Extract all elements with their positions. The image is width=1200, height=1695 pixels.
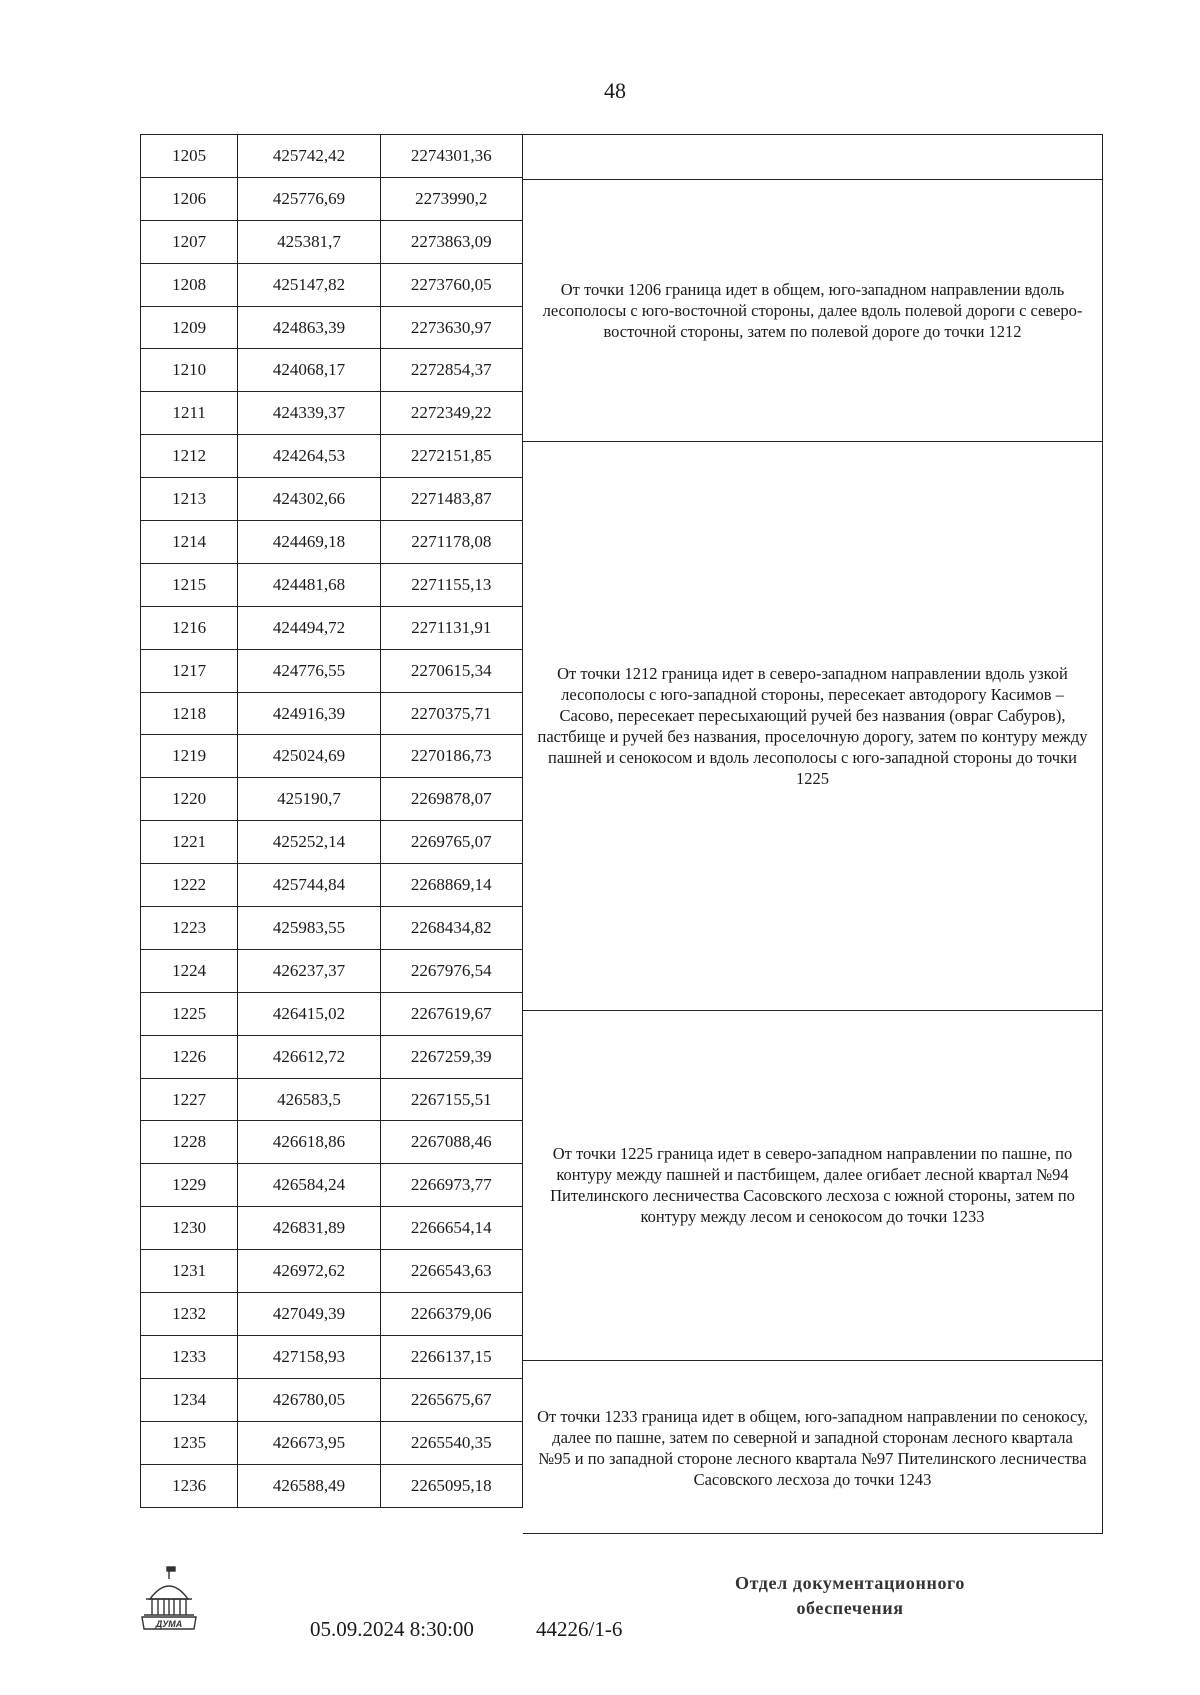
point-number-cell: 1210 [141,349,238,392]
x-coordinate-cell: 424494,72 [238,606,380,649]
x-coordinate-cell: 424264,53 [238,435,380,478]
point-number-cell: 1215 [141,563,238,606]
footer-doc-number: 44226/1-6 [536,1617,623,1641]
description-divider [523,441,1102,442]
x-coordinate-cell: 425983,55 [238,907,380,950]
duma-logo-text: ДУМА [155,1619,183,1629]
point-number-cell: 1223 [141,907,238,950]
point-number-cell: 1206 [141,177,238,220]
y-coordinate-cell: 2269878,07 [380,778,522,821]
y-coordinate-cell: 2266379,06 [380,1293,522,1336]
x-coordinate-cell: 426780,05 [238,1378,380,1421]
point-number-cell: 1208 [141,263,238,306]
point-number-cell: 1234 [141,1378,238,1421]
y-coordinate-cell: 2272349,22 [380,392,522,435]
y-coordinate-cell: 2271178,08 [380,521,522,564]
y-coordinate-cell: 2272151,85 [380,435,522,478]
footer-department [700,1571,1000,1621]
y-coordinate-cell: 2267155,51 [380,1078,522,1121]
y-coordinate-cell: 2267976,54 [380,949,522,992]
table-row [141,1378,523,1421]
table-row [141,864,523,907]
table-row [141,1464,523,1507]
boundary-table [140,134,1104,1534]
point-number-cell: 1220 [141,778,238,821]
y-coordinate-cell: 2272854,37 [380,349,522,392]
y-coordinate-cell: 2266973,77 [380,1164,522,1207]
point-number-cell: 1231 [141,1250,238,1293]
y-coordinate-cell: 2268434,82 [380,907,522,950]
x-coordinate-cell: 425252,14 [238,821,380,864]
y-coordinate-cell: 2273990,2 [380,177,522,220]
y-coordinate-cell: 2268869,14 [380,864,522,907]
point-number-cell: 1227 [141,1078,238,1121]
table-row [141,135,523,178]
boundary-description [523,135,1102,179]
x-coordinate-cell: 427049,39 [238,1293,380,1336]
table-row [141,349,523,392]
y-coordinate-cell: 2271155,13 [380,563,522,606]
table-row [141,992,523,1035]
x-coordinate-cell: 424776,55 [238,649,380,692]
x-coordinate-cell: 425742,42 [238,135,380,178]
table-row [141,1164,523,1207]
x-coordinate-cell: 425744,84 [238,864,380,907]
table-row [141,821,523,864]
point-number-cell: 1219 [141,735,238,778]
point-number-cell: 1235 [141,1421,238,1464]
x-coordinate-cell: 426673,95 [238,1421,380,1464]
table-row [141,521,523,564]
point-number-cell: 1228 [141,1121,238,1164]
y-coordinate-cell: 2267088,46 [380,1121,522,1164]
coordinates-table [140,134,523,1508]
point-number-cell: 1230 [141,1207,238,1250]
table-row [141,1250,523,1293]
table-row [141,735,523,778]
table-row [141,220,523,263]
description-divider [523,1360,1102,1361]
table-row [141,649,523,692]
x-coordinate-cell: 425776,69 [238,177,380,220]
y-coordinate-cell: 2270375,71 [380,692,522,735]
y-coordinate-cell: 2271131,91 [380,606,522,649]
y-coordinate-cell: 2265675,67 [380,1378,522,1421]
y-coordinate-cell: 2273630,97 [380,306,522,349]
x-coordinate-cell: 426237,37 [238,949,380,992]
point-number-cell: 1226 [141,1035,238,1078]
table-row [141,263,523,306]
table-row [141,392,523,435]
point-number-cell: 1229 [141,1164,238,1207]
point-number-cell: 1225 [141,992,238,1035]
point-number-cell: 1221 [141,821,238,864]
point-number-cell: 1214 [141,521,238,564]
x-coordinate-cell: 426584,24 [238,1164,380,1207]
point-number-cell: 1217 [141,649,238,692]
y-coordinate-cell: 2265540,35 [380,1421,522,1464]
point-number-cell: 1212 [141,435,238,478]
x-coordinate-cell: 425024,69 [238,735,380,778]
point-number-cell: 1207 [141,220,238,263]
x-coordinate-cell: 426618,86 [238,1121,380,1164]
y-coordinate-cell: 2266137,15 [380,1335,522,1378]
boundary-description: От точки 1233 граница идет в общем, юго-западном направлении по сенокосу, далее по пашне, затем по северной и западной сторонам лесного квартала №95 и по западной стороне лесного квартала №97 Пителинского лесничества Сасовского лесхоза до точки 1243 [537,1406,1088,1489]
coordinates-body [141,135,523,1508]
x-coordinate-cell: 424339,37 [238,392,380,435]
table-row [141,1293,523,1336]
y-coordinate-cell: 2267619,67 [380,992,522,1035]
point-number-cell: 1224 [141,949,238,992]
x-coordinate-cell: 426415,02 [238,992,380,1035]
x-coordinate-cell: 426612,72 [238,1035,380,1078]
x-coordinate-cell: 426588,49 [238,1464,380,1507]
table-row [141,949,523,992]
point-number-cell: 1213 [141,478,238,521]
y-coordinate-cell: 2274301,36 [380,135,522,178]
x-coordinate-cell: 424481,68 [238,563,380,606]
y-coordinate-cell: 2273863,09 [380,220,522,263]
point-number-cell: 1233 [141,1335,238,1378]
point-number-cell: 1232 [141,1293,238,1336]
table-row [141,435,523,478]
boundary-description: От точки 1212 граница идет в северо-западном направлении вдоль узкой лесополосы с юго-западной стороны, пересекает автодорогу Касимов – Сасово, пересекает пересыхающий ручей без названия (овраг Сабуров), пастбище и ручей без названия, проселочную дорогу, затем по контуру между пашней и сенокосом и вдоль лесополосы с юго-западной стороны до точки 1225 [537,663,1088,788]
table-row [141,1121,523,1164]
x-coordinate-cell: 424916,39 [238,692,380,735]
y-coordinate-cell: 2271483,87 [380,478,522,521]
x-coordinate-cell: 426831,89 [238,1207,380,1250]
department-line-1: Отдел документационного [735,1573,965,1593]
description-divider [523,1010,1102,1011]
table-row [141,1078,523,1121]
y-coordinate-cell: 2267259,39 [380,1035,522,1078]
y-coordinate-cell: 2273760,05 [380,263,522,306]
table-row [141,478,523,521]
point-number-cell: 1236 [141,1464,238,1507]
point-number-cell: 1222 [141,864,238,907]
x-coordinate-cell: 425190,7 [238,778,380,821]
table-row [141,1035,523,1078]
x-coordinate-cell: 425381,7 [238,220,380,263]
point-number-cell: 1211 [141,392,238,435]
x-coordinate-cell: 426583,5 [238,1078,380,1121]
y-coordinate-cell: 2270615,34 [380,649,522,692]
point-number-cell: 1205 [141,135,238,178]
x-coordinate-cell: 425147,82 [238,263,380,306]
y-coordinate-cell: 2266654,14 [380,1207,522,1250]
y-coordinate-cell: 2270186,73 [380,735,522,778]
page-number: 48 [604,78,626,103]
footer-datetime: 05.09.2024 8:30:00 [310,1617,474,1641]
x-coordinate-cell: 424068,17 [238,349,380,392]
table-row [141,692,523,735]
y-coordinate-cell: 2269765,07 [380,821,522,864]
x-coordinate-cell: 427158,93 [238,1335,380,1378]
x-coordinate-cell: 424863,39 [238,306,380,349]
department-line-2: обеспечения [796,1598,904,1618]
table-row [141,1335,523,1378]
table-row [141,1421,523,1464]
point-number-cell: 1209 [141,306,238,349]
table-row [141,563,523,606]
table-row [141,306,523,349]
table-row [141,1207,523,1250]
boundary-description: От точки 1225 граница идет в северо-западном направлении по пашне, по контуру между пашней и пастбищем, далее огибает лесной квартал №94 Пителинского лесничества Сасовского лесхоза с южной стороны, затем по контуру между лесом и сенокосом до точки 1233 [550,1144,1075,1226]
point-number-cell: 1216 [141,606,238,649]
x-coordinate-cell: 426972,62 [238,1250,380,1293]
y-coordinate-cell: 2266543,63 [380,1250,522,1293]
x-coordinate-cell: 424302,66 [238,478,380,521]
boundary-description: От точки 1206 граница идет в общем, юго-западном направлении вдоль лесополосы с юго-восточной стороны, далее вдоль полевой дороги с северо-восточной стороны, затем по полевой дороге до точки 1212 [542,279,1083,341]
table-row [141,778,523,821]
y-coordinate-cell: 2265095,18 [380,1464,522,1507]
description-column [523,134,1103,1534]
point-number-cell: 1218 [141,692,238,735]
table-row [141,177,523,220]
table-row [141,907,523,950]
x-coordinate-cell: 424469,18 [238,521,380,564]
description-divider [523,179,1102,180]
table-row [141,606,523,649]
